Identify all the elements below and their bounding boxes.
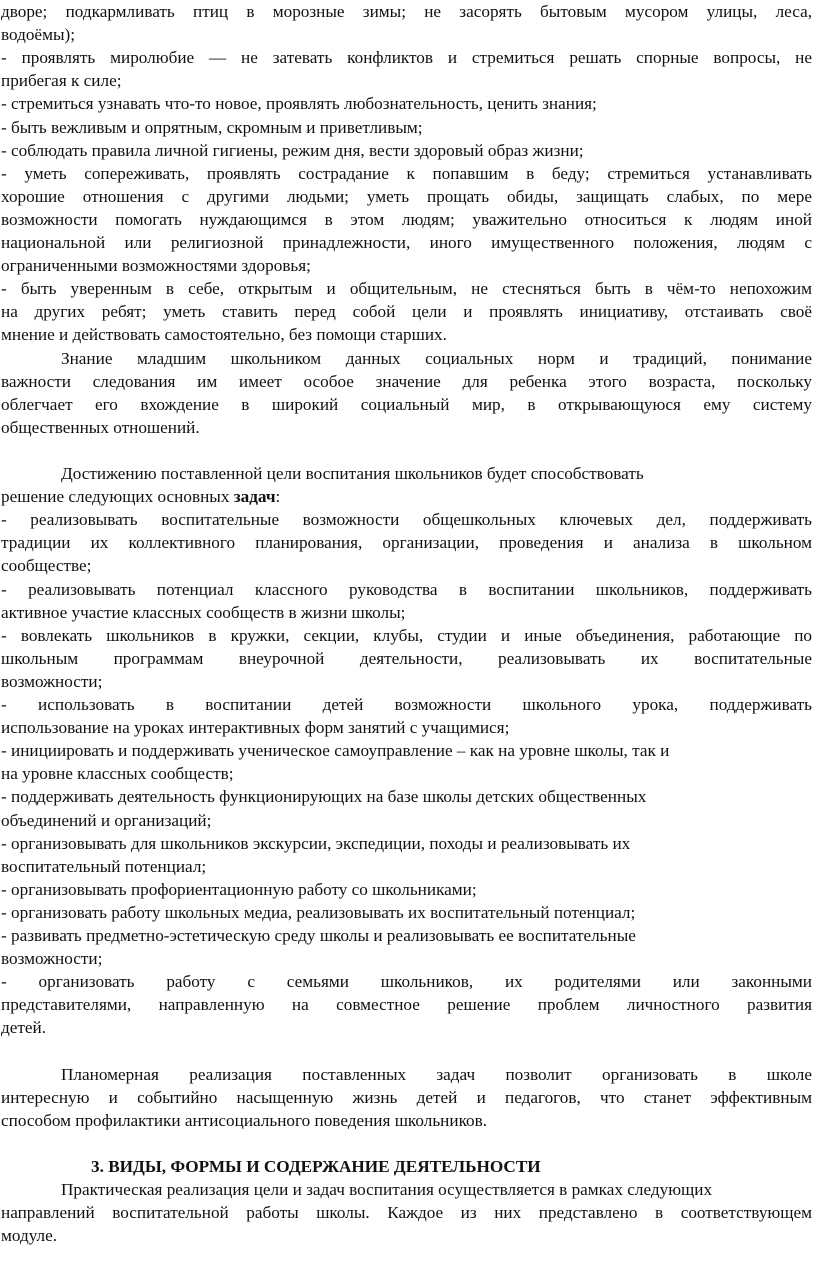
text-fragment: решение следующих основных bbox=[1, 487, 234, 507]
text-line: возможности помогать нуждающимся в этом людям; уважительно относиться к людям иной bbox=[1, 209, 812, 229]
text-line: школьным программам внеурочной деятельности, реализовывать их воспитательные bbox=[1, 648, 812, 668]
text-line: - организовывать для школьников экскурсии, экспедиции, походы и реализовывать их bbox=[1, 833, 631, 853]
text-line: - стремиться узнавать что-то новое, проявлять любознательность, ценить знания; bbox=[1, 94, 597, 114]
blank-line bbox=[1, 439, 812, 462]
text-line: воспитательный потенциал; bbox=[1, 856, 207, 876]
text-line: Знание младшим школьником данных социальных норм и традиций, понимание bbox=[61, 348, 812, 368]
text-line: сообществе; bbox=[1, 556, 92, 576]
text-line: активное участие классных сообществ в жизни школы; bbox=[1, 602, 406, 622]
text-line: традиции их коллективного планирования, организации, проведения и анализа в школьном bbox=[1, 533, 812, 553]
text-line: - поддерживать деятельность функционирующих на базе школы детских общественных bbox=[1, 787, 647, 807]
section-heading: 3. ВИДЫ, ФОРМЫ И СОДЕРЖАНИЕ ДЕЯТЕЛЬНОСТИ bbox=[91, 1157, 541, 1176]
text-line: способом профилактики антисоциального поведения школьников. bbox=[1, 1110, 488, 1130]
text-line: - инициировать и поддерживать ученическое самоуправление – как на уровне школы, так и bbox=[1, 741, 670, 761]
text-line: - развивать предметно-эстетическую среду школы и реализовывать ее воспитательные bbox=[1, 926, 636, 945]
text-line: интересную и событийно насыщенную жизнь детей и педагогов, что станет эффективным bbox=[1, 1087, 812, 1107]
text-line: прибегая к силе; bbox=[1, 71, 122, 91]
text-line: - уметь сопереживать, проявлять сострадание к попавшим в беду; стремиться устанавливать bbox=[1, 163, 812, 183]
text-line: хорошие отношения с другими людьми; уметь прощать обиды, защищать слабых, по мере bbox=[1, 186, 812, 206]
text-line: детей. bbox=[1, 1018, 47, 1038]
text-line: модуле. bbox=[1, 1226, 58, 1246]
text-line: объединений и организаций; bbox=[1, 810, 212, 830]
text-line: - соблюдать правила личной гигиены, режим дня, вести здоровый образ жизни; bbox=[1, 140, 584, 160]
text-line: - быть вежливым и опрятным, скромным и приветливым; bbox=[1, 117, 423, 137]
text-line: ограниченными возможностями здоровья; bbox=[1, 256, 311, 276]
text-line: - реализовывать потенциал классного руководства в воспитании школьников, поддерживать bbox=[1, 579, 812, 599]
text-line: - вовлекать школьников в кружки, секции, клубы, студии и иные объединения, работающие по bbox=[1, 625, 812, 645]
text-line: использование на уроках интерактивных форм занятий с учащимися; bbox=[1, 718, 510, 738]
text-line: возможности; bbox=[1, 949, 103, 969]
text-line: - организовать работу школьных медиа, реализовывать их воспитательный потенциал; bbox=[1, 902, 636, 922]
text-line: облегчает его вхождение в широкий социальный мир, в открывающуюся ему систему bbox=[1, 394, 812, 414]
text-line: водоёмы); bbox=[1, 25, 75, 45]
text-line: - организовывать профориентационную работу со школьниками; bbox=[1, 879, 477, 899]
text-line: важности следования им имеет особое значение для ребенка этого возраста, поскольку bbox=[1, 371, 812, 391]
text-line: на других ребят; уметь ставить перед собой цели и проявлять инициативу, отстаивать своё bbox=[1, 302, 812, 322]
text-line: Планомерная реализация поставленных задач позволит организовать в школе bbox=[61, 1064, 812, 1084]
text-line: - проявлять миролюбие — не затевать конфликтов и стремиться решать спорные вопросы, не bbox=[1, 48, 812, 68]
text-line: мнение и действовать самостоятельно, без помощи старших. bbox=[1, 325, 447, 345]
text-line: - организовать работу с семьями школьников, их родителями или законными bbox=[1, 972, 812, 992]
text-line bbox=[1, 485, 812, 508]
text-fragment: : bbox=[275, 487, 281, 507]
text-line: возможности; bbox=[1, 671, 103, 691]
bold-term: задач bbox=[233, 487, 276, 507]
text-line: национальной или религиозной принадлежности, иного имущественного положения, людям с bbox=[1, 233, 812, 252]
text-line: Практическая реализация цели и задач воспитания осуществляется в рамках следующих bbox=[61, 1180, 713, 1200]
text-line: представителями, направленную на совместное решение проблем личностного развития bbox=[1, 995, 812, 1015]
text-line: - быть уверенным в себе, открытым и общительным, не стесняться быть в чём-то непохожим bbox=[1, 279, 812, 299]
text-line: направлений воспитательной работы школы. Каждое из них представлено в соответствующем bbox=[1, 1203, 812, 1223]
text-line: общественных отношений. bbox=[1, 417, 200, 437]
text-line: на уровне классных сообществ; bbox=[1, 764, 234, 784]
text-line: дворе; подкармливать птиц в морозные зимы; не засорять бытовым мусором улицы, леса, bbox=[1, 2, 812, 21]
text-line: Достижению поставленной цели воспитания школьников будет способствовать bbox=[61, 464, 644, 483]
text-line: - использовать в воспитании детей возможности школьного урока, поддерживать bbox=[1, 695, 812, 714]
text-line: - реализовывать воспитательные возможности общешкольных ключевых дел, поддерживать bbox=[1, 510, 812, 530]
blank-line bbox=[1, 1132, 812, 1155]
blank-line bbox=[1, 1040, 812, 1063]
